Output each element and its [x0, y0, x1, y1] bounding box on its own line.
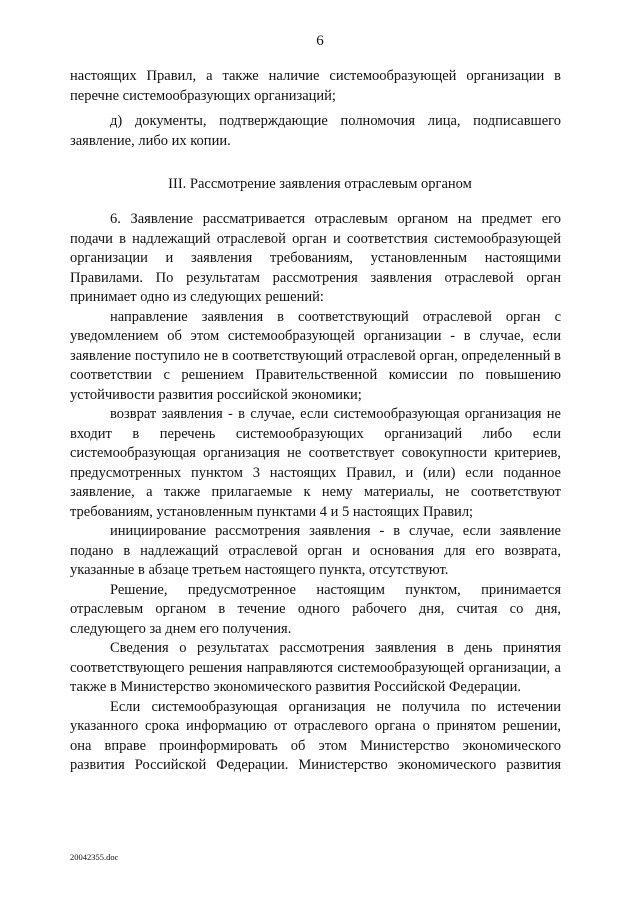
- paragraph-notification: Если системообразующая организация не получила по истечении указанного срока информацию от отраслевого органа о принятом решении, она вправе проинформировать об этом Министерство экономического развития Российской Федерации. Министерство экономического развития: [70, 698, 561, 773]
- footer-filename: 20042355.doc: [70, 852, 119, 862]
- paragraph-redirect: направление заявления в соответствующий отраслевой орган с уведомлением об этом системообразующей организации - в случае, если заявление поступило не в соответствующий отраслевой орган, определенный в соответствии с решением Правительственной комиссии по повышению устойчивости развития российской экономики;: [70, 308, 561, 403]
- paragraph-initiation: инициирование рассмотрения заявления - в случае, если заявление подано в надлежащий отраслевой орган и основания для его возврата, указанные в абзаце третьем настоящего пункта, отсутствуют.: [70, 523, 561, 578]
- page-number: 6: [316, 33, 324, 49]
- paragraph-results: Сведения о результатах рассмотрения заявления в день принятия соответствующего решения направляются системообразующей организации, а также в Министерство экономического развития Российской Федерации.: [70, 640, 561, 695]
- main-text-block: [70, 210, 561, 776]
- paragraph-return: возврат заявления - в случае, если системообразующая организация не входит в перечень системообразующих организаций либо если системообразующая организация не соответствует совокупности критериев, предусмотренных пунктом 3 настоящих Правил, и (или) если поданное заявление, а также прилагаемые к нему материалы, не соответствуют требованиям, установленным пунктами 4 и 5 настоящих Правил;: [70, 406, 561, 520]
- paragraph-item-d: д) документы, подтверждающие полномочия лица, подписавшего заявление, либо их копии.: [70, 113, 561, 149]
- section-heading: III. Рассмотрение заявления отраслевым органом: [168, 176, 472, 192]
- paragraph-decision: Решение, предусмотренное настоящим пунктом, принимается отраслевым органом в течение одного рабочего дня, считая со дня, следующего за днем его получения.: [70, 581, 561, 637]
- top-text-block: [70, 67, 561, 151]
- paragraph-6: 6. Заявление рассматривается отраслевым органом на предмет его подачи в надлежащий отраслевой орган и соответствия системообразующей организации и заявления требованиям, установленным настоящими Правилами. По результатам рассмотрения заявления отраслевой орган принимает одно из следующих решений:: [70, 211, 561, 305]
- paragraph-continuation: настоящих Правил, а также наличие системообразующей организации в перечне системообразующих организаций;: [70, 68, 561, 104]
